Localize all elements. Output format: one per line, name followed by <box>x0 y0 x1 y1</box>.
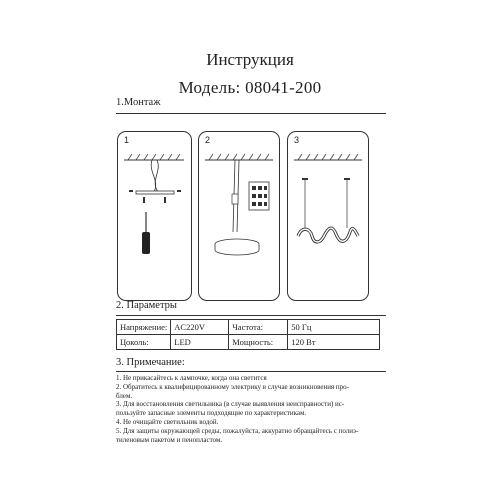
notes-list <box>116 374 386 444</box>
note-line: 5. Для защиты окружающей среды, пожалуйста, аккуратно обращайтесь с полиэ- <box>116 426 359 435</box>
install-step-1-panel <box>117 131 192 301</box>
install-step-2-panel <box>198 131 280 301</box>
param-value: 120 Вт <box>288 335 380 350</box>
section-divider <box>116 113 386 114</box>
param-value: 50 Гц <box>288 320 380 335</box>
wiring-illustration <box>199 132 279 300</box>
section-parameters-heading: 2. Параметры <box>116 300 177 311</box>
param-label: Частота: <box>229 320 288 335</box>
document-title: Инструкция <box>206 50 294 69</box>
note-line: 4. Не очищайте светильник водой. <box>116 417 219 426</box>
step-number: 1 <box>124 135 130 145</box>
model-number: Модель: 08041-200 <box>178 78 322 97</box>
note-line: 2. Обратитесь к квалифицированному электрику в случае возникновения про- <box>116 382 349 391</box>
step-number: 2 <box>205 135 211 145</box>
note-line: 1. Не прикасайтесь к лампочке, когда она светится <box>116 374 267 382</box>
table-row <box>117 335 380 350</box>
note-line: тиленовым пакетом и пенопластом. <box>116 435 223 444</box>
param-label: Напряжение: <box>117 320 171 335</box>
section-mounting-heading: 1.Монтаж <box>116 97 161 108</box>
param-label: Цоколь: <box>117 335 171 350</box>
install-step-3-panel <box>287 131 369 301</box>
ceiling-mount-illustration <box>118 132 191 300</box>
param-value: LED <box>171 335 229 350</box>
section-notes-heading: 3. Примечание: <box>116 357 185 368</box>
step-number: 3 <box>294 135 300 145</box>
param-label: Мощность: <box>229 335 288 350</box>
parameters-table <box>116 319 380 350</box>
note-line: пользуйте запасные элементы подходящие по характеристикам. <box>116 409 307 418</box>
note-line: блем. <box>116 391 133 400</box>
section-divider <box>116 315 386 316</box>
note-line: 3. Для восстановления светильника (в случае выявления неисправности) ис- <box>116 400 345 409</box>
table-row <box>117 320 380 335</box>
param-value: AC220V <box>171 320 229 335</box>
fixture-illustration <box>288 132 368 300</box>
section-divider <box>116 371 386 372</box>
